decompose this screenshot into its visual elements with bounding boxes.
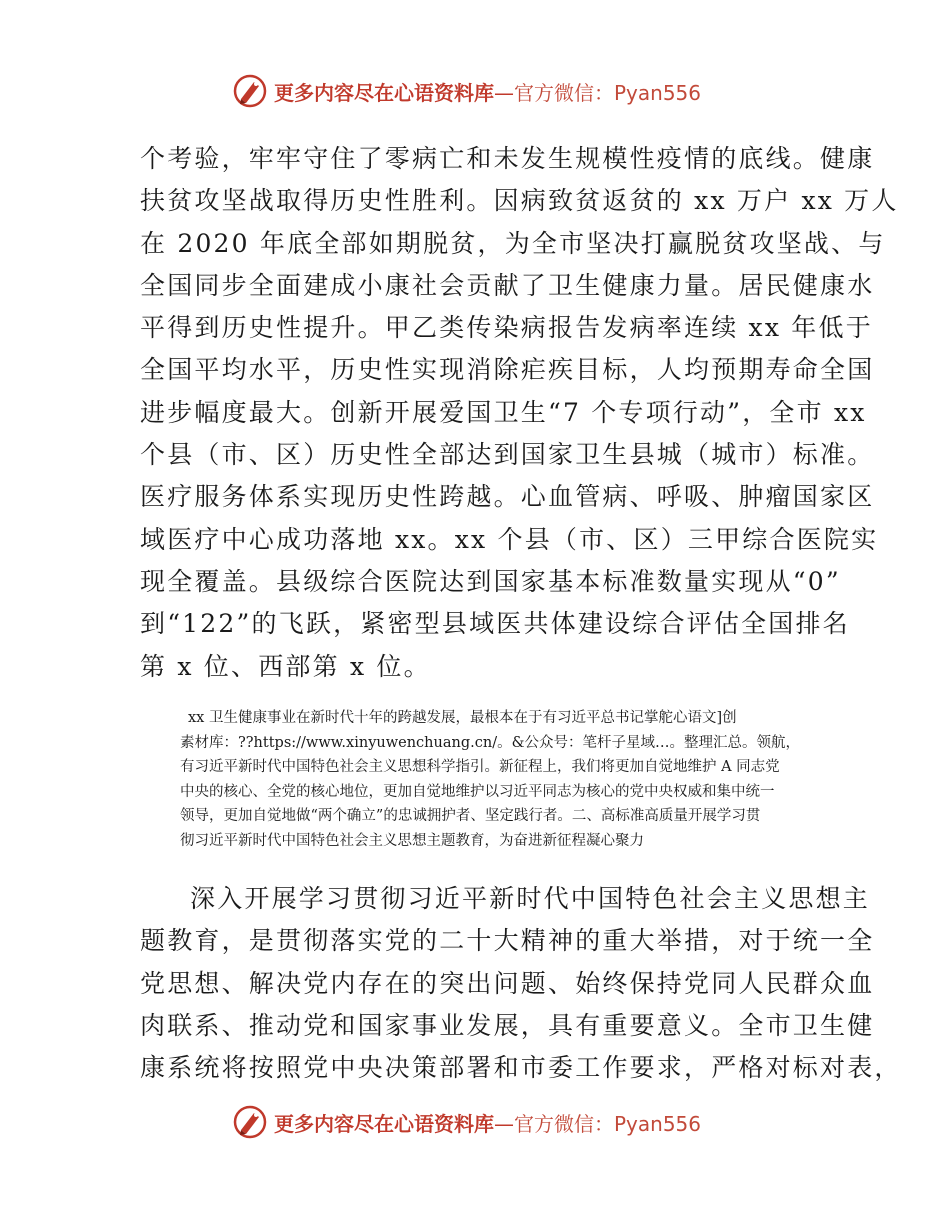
footer-banner-dash: — — [494, 1111, 514, 1136]
pen-logo-icon — [232, 73, 268, 109]
footer-banner-contact: 官方微信：Pyan556 — [514, 1111, 702, 1136]
text-line: 肉联系、推动党和国家事业发展，具有重要意义。全市卫生健 — [140, 1010, 875, 1040]
footer-banner-title: 更多内容尽在心语资料库 — [274, 1111, 494, 1136]
header-banner-title: 更多内容尽在心语资料库 — [274, 80, 494, 105]
text-line: 全国同步全面建成小康社会贡献了卫生健康力量。居民健康水 — [140, 270, 875, 300]
text-line: 党思想、解决党内存在的突出问题、始终保持党同人民群众血 — [140, 968, 875, 998]
text-line: 医疗服务体系实现历史性跨越。心血管病、呼吸、肿瘤国家区 — [140, 482, 875, 512]
text-line: 进步幅度最大。创新开展爱国卫生“7 个专项行动”，全市 xx — [140, 397, 867, 427]
text-line: 中央的核心、全党的核心地位，更加自觉地维护以习近平同志为核心的党中央权威和集中统一 — [180, 783, 775, 800]
pen-logo-icon — [232, 1104, 268, 1140]
text-line: 全国平均水平，历史性实现消除疟疾目标，人均预期寿命全国 — [140, 355, 875, 385]
text-line: 平得到历史性提升。甲乙类传染病报告发病率连续 xx 年低于 — [140, 313, 873, 343]
text-line: 现全覆盖。县级综合医院达到国家基本标准数量实现从“0” — [140, 566, 841, 596]
text-line: 领导，更加自觉地做“两个确立”的忠诚拥护者、坚定践行者。二、高标准高质量开展学习贯 — [180, 808, 761, 825]
text-line: 康系统将按照党中央决策部署和市委工作要求，严格对标对表， — [140, 1053, 902, 1083]
text-line: 个考验，牢牢守住了零病亡和未发生规模性疫情的底线。健康 — [140, 144, 875, 173]
text-line: 到“122”的飞跃，紧密型县域医共体建设综合评估全国排名 — [140, 609, 850, 639]
text-line: 第 x 位、西部第 x 位。 — [140, 651, 431, 681]
text-line: 深入开展学习贯彻习近平新时代中国特色社会主义思想主 — [190, 884, 871, 913]
text-line: 有习近平新时代中国特色社会主义思想科学指引。新征程上，我们将更加自觉地维护 A 同志党 — [180, 759, 780, 776]
text-line: 在 2020 年底全部如期脱贫，为全市坚决打赢脱贫攻坚战、与 — [140, 228, 886, 258]
header-banner-dash: — — [494, 80, 514, 105]
paragraph-2 — [180, 706, 840, 854]
text-line: 素材库：??https://www.xinyuwenchuang.cn/。&公众号：笔杆子星域…。整理汇总。领航， — [180, 734, 800, 751]
text-line: 域医疗中心成功落地 xx。xx 个县（市、区）三甲综合医院实 — [140, 524, 879, 554]
header-banner-contact: 官方微信：Pyan556 — [514, 80, 702, 105]
paragraph-3 — [140, 878, 902, 1089]
text-line: 个县（市、区）历史性全部达到国家卫生县城（城市）标准。 — [140, 440, 875, 470]
header-banner — [232, 72, 712, 110]
text-line: xx 卫生健康事业在新时代十年的跨越发展，最根本在于有习近平总书记掌舵心语文]创 — [188, 710, 737, 726]
footer-banner-text — [274, 1108, 701, 1137]
footer-banner — [232, 1103, 712, 1141]
header-banner-text — [274, 77, 701, 106]
text-line: 题教育，是贯彻落实党的二十大精神的重大举措，对于统一全 — [140, 926, 875, 956]
text-line: 彻习近平新时代中国特色社会主义思想主题教育，为奋进新征程凝心聚力 — [180, 832, 644, 849]
paragraph-1 — [140, 138, 899, 688]
text-line: 扶贫攻坚战取得历史性胜利。因病致贫返贫的 xx 万户 xx 万人 — [140, 186, 899, 216]
